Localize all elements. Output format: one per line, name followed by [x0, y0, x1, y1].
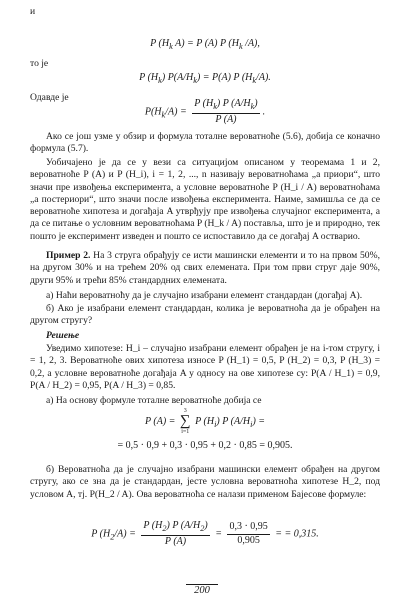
equation-5: P $(H_2/A)$ = $\frac{P (H_2) P (A/H_2)}{P (A)}$ = $\frac{0,3 \cdot 0,95}{0,905}$ = = 0,315. — [91, 520, 319, 547]
equation-1: P ($H_k$ A) = P (A) P ($H_k$ /A), — [150, 38, 260, 51]
paragraph-1: Ако се још узме у обзир и формула тоталне вероватноће (5.6), добија се коначно формула (5.7). — [30, 131, 380, 155]
solution-heading: Решење — [46, 330, 80, 341]
task-a: а) Наћи вероватноћу да је случајно изабрани елемент стандардан (догађај A). — [46, 290, 363, 301]
paragraph-a: а) На основу формуле тоталне вероватноће добија се — [46, 395, 262, 406]
equation-4b: = 0,5 · 0,9 + 0,3 · 0,95 + 0,2 · 0,85 = 0,905. — [117, 440, 293, 451]
task-b: б) Ако је изабрани елемент стандардан, колика је вероватноћа да је обрађен на другом стругу? — [30, 303, 380, 327]
paragraph-b: б) Вероватноћа да је случајно изабрани машински елемент обрађен на другом стругу, ако се зна да је стандардан, јесте условна вероватноћа хипотезе H_2, под условом A, тј. P(H_2 / A). Ова вероватноћа се налази применом Бајесове формуле: — [30, 464, 380, 500]
example-text: На 3 струга обрађују се исти машински елементи и то на првом 50%, на другом 30% и на трећем 20% од свих елемената. При том први струг даје 90%, други 95% и трећи 85% стандардних елемената. — [30, 250, 380, 286]
text-then: то је — [30, 58, 49, 69]
paragraph-solution: Уведимо хипотезе: H_i – случајно изабрани елемент обрађен је на i-том стругу, i = 1, 2, 3. Вероватноће ових хипотеза износе P (H_1) = 0,5, P (H_2) = 0,3, P (H_3) = 0,2, а условне вероватноће догађаја A у односу на ове хипотезе су: P(A / H_1) = 0,9, P(A / H_2) = 0,95, P(A / H_3) = 0,85. — [30, 343, 380, 391]
equation-4: P (A) = 3 ∑ i=1 P $(H_i)$ P $(A/H_i)$ = — [144, 408, 266, 435]
text-and: и — [30, 6, 36, 17]
paragraph-2: Уобичајено је да се у вези са ситуацијом описаном у теоремама 1 и 2, вероватноће P (A) и P (H_i), i = 1, 2, ..., n називају вероватноћама „а приори“, што значи пре извођења експеримента, а условне вероватноће P (H_i / A) вероватноћама „а постериори“, што значи после извођења експеримента. Наиме, замишља се да се вероватноће хипотеза и догађаја A утврђују пре извођења случајног експеримента, а да се питање о условним вероватноћама P (H_k / A) поставља, што је и природно, тек пошто је експеримент изведен и пошто се испоставило да се догађај A остварио. — [30, 157, 380, 242]
text-hence: Одавде је — [30, 92, 69, 103]
page-number: 200 — [0, 584, 404, 597]
equation-3: $P(H_k/A)$ = $\frac{P (H_k) P (A/H_k)}{P (A)}$ . — [144, 98, 266, 125]
example-2 — [30, 250, 380, 287]
equation-2: P $(H_k) P(A/H_k) = P(A)$ P $(H_k/A)$. — [139, 72, 271, 85]
example-label: Пример 2. — [46, 250, 91, 261]
